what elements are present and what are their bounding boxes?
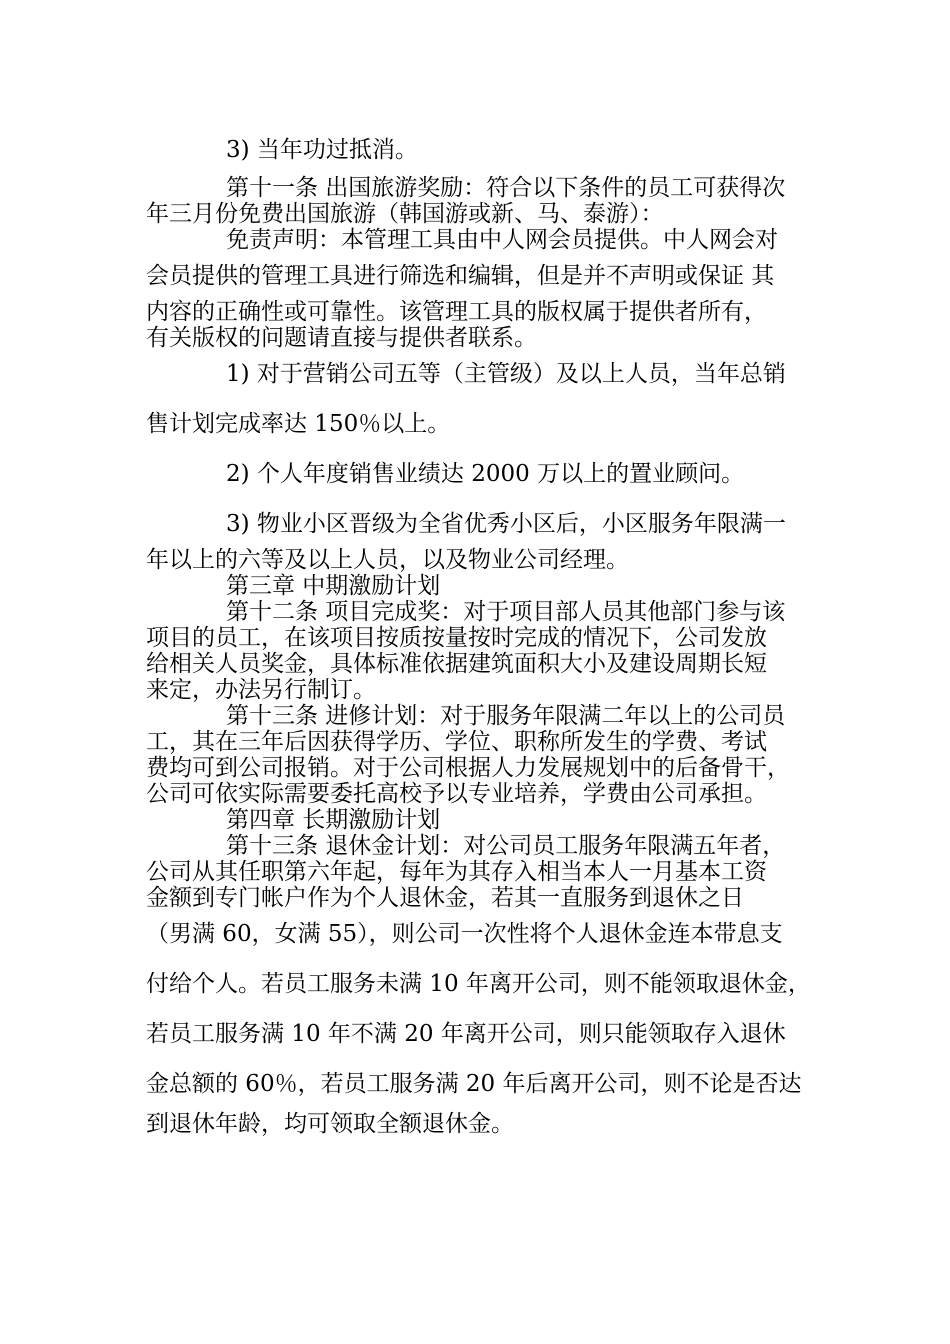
text-line: 来定，办法另行制订。 bbox=[146, 677, 376, 703]
chapter-heading: 第三章 中期激励计划 bbox=[226, 573, 441, 599]
text-line: 2) 个人年度销售业绩达 2000 万以上的置业顾问。 bbox=[226, 461, 745, 487]
text-line: 给相关人员奖金，具体标准依据建筑面积大小及建设周期长短 bbox=[146, 651, 767, 677]
text-line: 3) 当年功过抵消。 bbox=[226, 137, 418, 163]
text-line: 年以上的六等及以上人员，以及物业公司经理。 bbox=[146, 547, 629, 573]
text-line: 售计划完成率达 150％以上。 bbox=[146, 411, 451, 437]
text-line: 内容的正确性或可靠性。该管理工具的版权属于提供者所有， bbox=[146, 299, 767, 325]
text-line: 第十三条 退休金计划：对公司员工服务年限满五年者， bbox=[226, 833, 786, 859]
text-line: 金总额的 60％，若员工服务满 20 年后离开公司，则不论是否达 bbox=[146, 1071, 802, 1097]
chapter-heading: 第四章 长期激励计划 bbox=[226, 807, 441, 833]
text-line: 公司可依实际需要委托高校予以专业培养，学费由公司承担。 bbox=[146, 781, 767, 807]
text-line: 公司从其任职第六年起，每年为其存入相当本人一月基本工资 bbox=[146, 859, 767, 885]
text-line: 金额到专门帐户作为个人退休金，若其一直服务到退休之日 bbox=[146, 885, 744, 911]
text-line: 第十二条 项目完成奖：对于项目部人员其他部门参与该 bbox=[226, 599, 786, 625]
text-line: 有关版权的问题请直接与提供者联系。 bbox=[146, 325, 537, 351]
text-line: 年三月份免费出国旅游（韩国游或新、马、泰游）： bbox=[146, 201, 664, 227]
text-line: 工，其在三年后因获得学历、学位、职称所发生的学费、考试 bbox=[146, 729, 767, 755]
text-line: 第十一条 出国旅游奖励：符合以下条件的员工可获得次 bbox=[226, 175, 786, 201]
text-line: 项目的员工，在该项目按质按量按时完成的情况下，公司发放 bbox=[146, 625, 767, 651]
text-line: 费均可到公司报销。对于公司根据人力发展规划中的后备骨干， bbox=[146, 755, 790, 781]
text-line: 3) 物业小区晋级为全省优秀小区后，小区服务年限满一 bbox=[226, 511, 786, 537]
text-line: 付给个人。若员工服务未满 10 年离开公司，则不能领取退休金， bbox=[146, 971, 811, 997]
text-line: （男满 60，女满 55），则公司一次性将个人退休金连本带息支 bbox=[146, 921, 783, 947]
text-line: 会员提供的管理工具进行筛选和编辑，但是并不声明或保证 其 bbox=[146, 263, 775, 289]
text-line: 到退休年龄，均可领取全额退休金。 bbox=[146, 1111, 514, 1137]
text-line: 若员工服务满 10 年不满 20 年离开公司，则只能领取存入退休 bbox=[146, 1021, 786, 1047]
text-line: 免责声明：本管理工具由中人网会员提供。中人网会对 bbox=[226, 227, 778, 253]
text-line: 1) 对于营销公司五等（主管级）及以上人员，当年总销 bbox=[226, 361, 786, 387]
text-line: 第十三条 进修计划：对于服务年限满二年以上的公司员 bbox=[226, 703, 786, 729]
